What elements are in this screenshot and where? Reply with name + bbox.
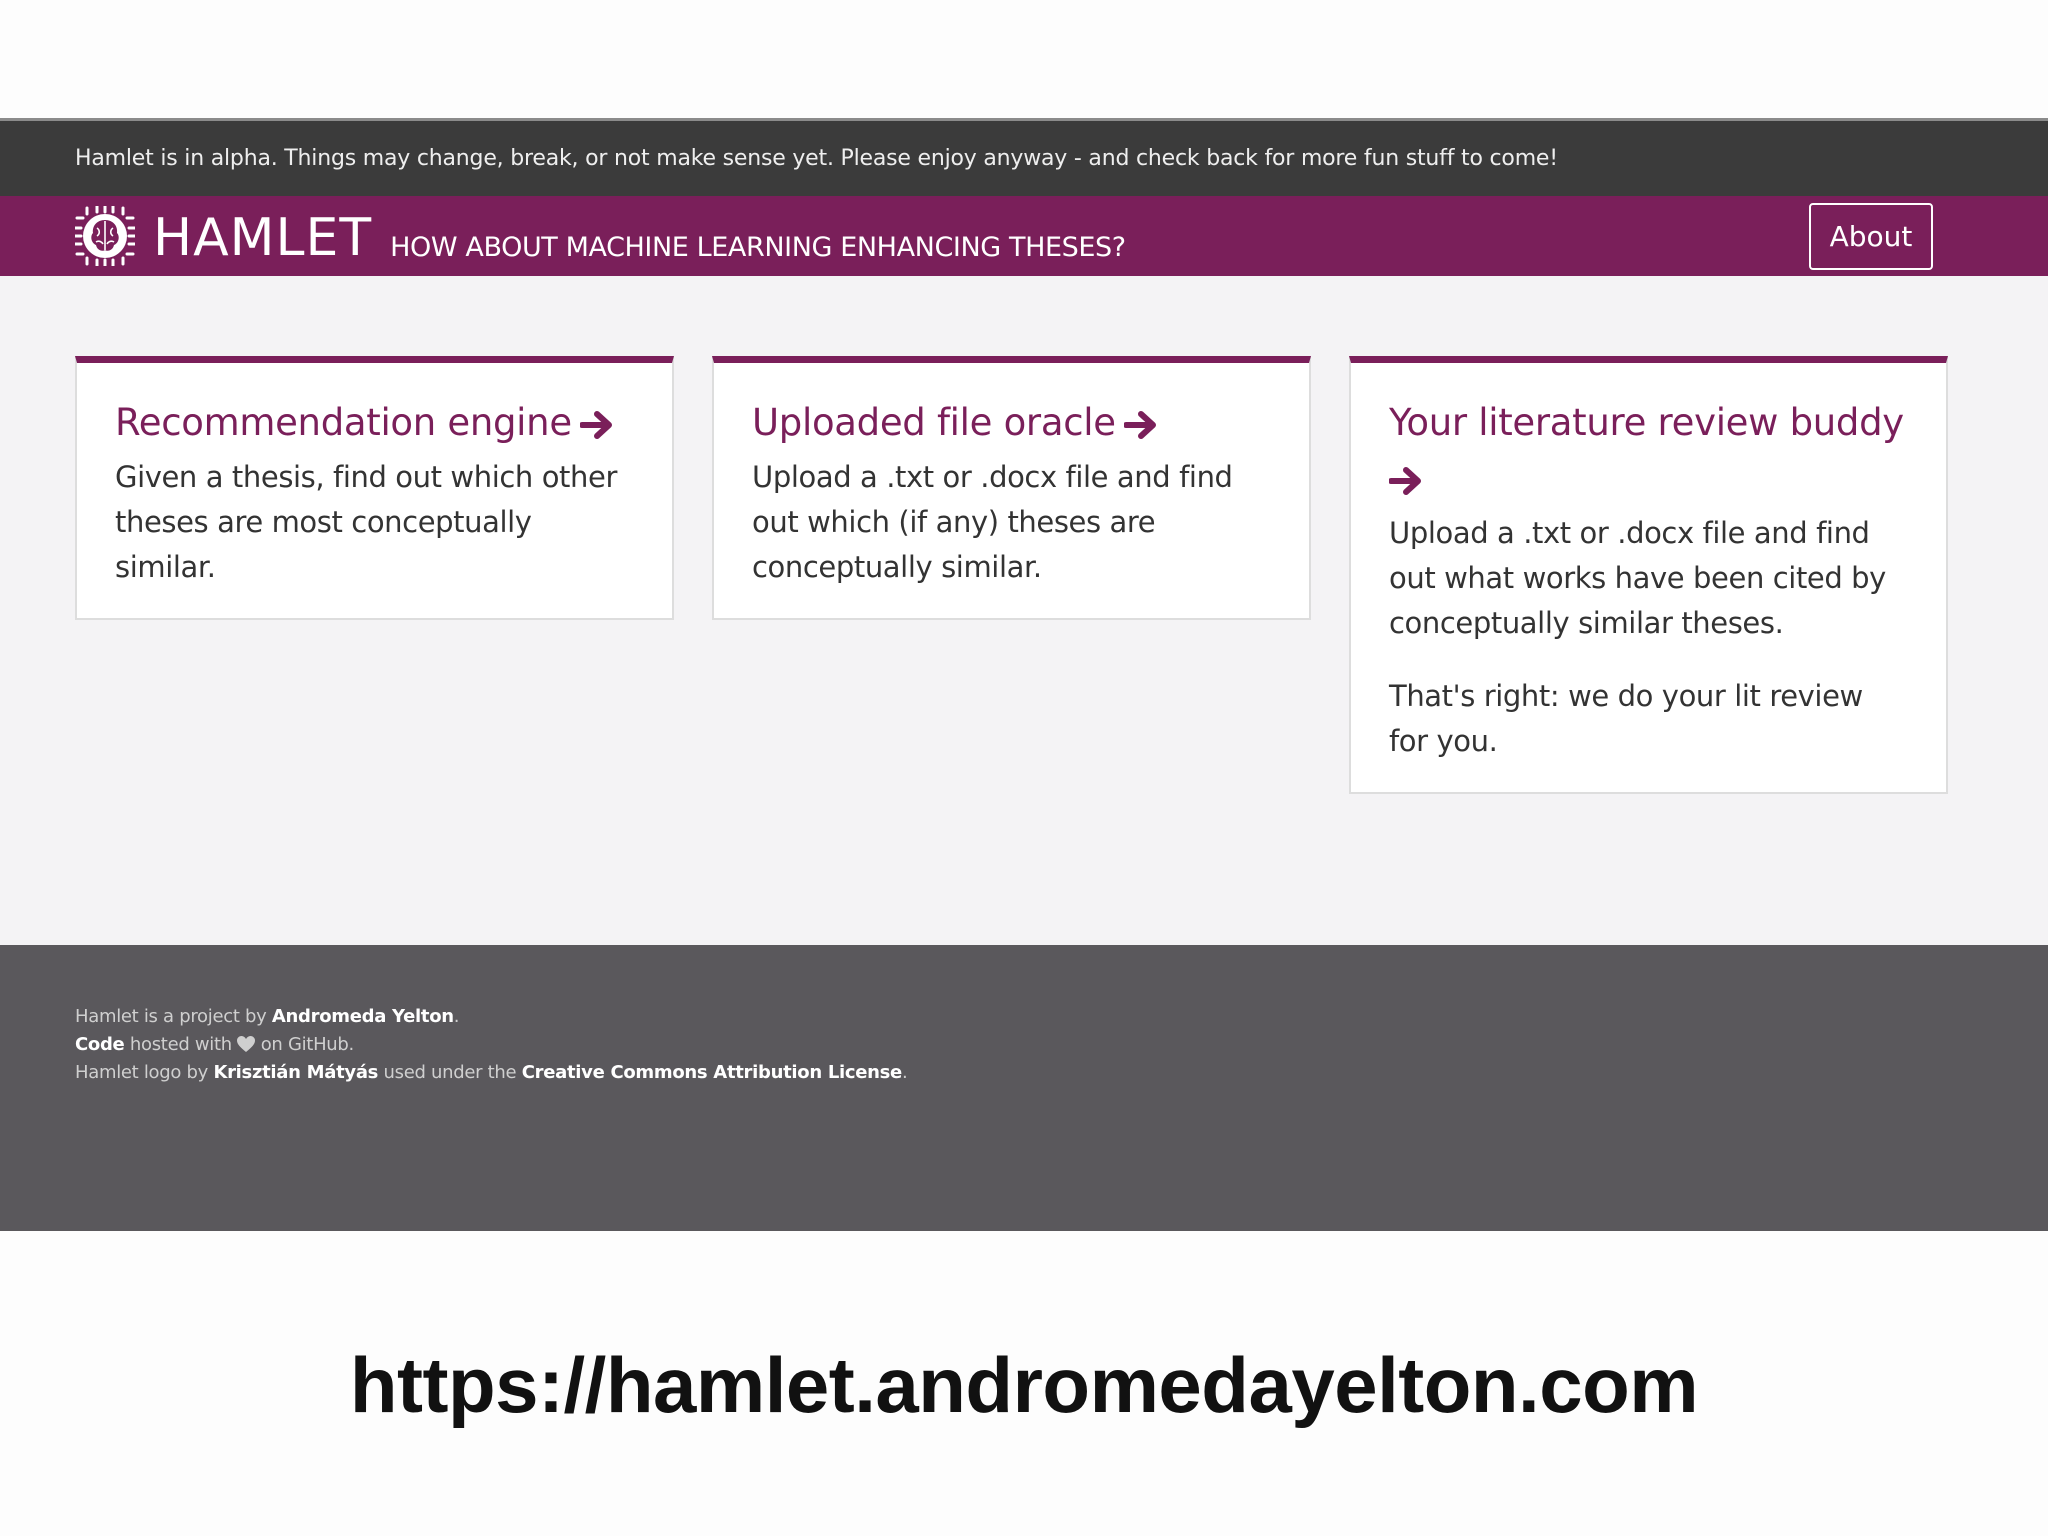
footer-code-line: Code hosted with on GitHub.	[75, 1034, 354, 1055]
footer-logo-credit-line: Hamlet logo by Krisztián Mátyás used under the Creative Commons Attribution License.	[75, 1062, 908, 1083]
card-uploaded-file-oracle	[712, 356, 1311, 620]
about-button[interactable]: About	[1809, 203, 1933, 270]
card-description-extra: That's right: we do your lit review for you.	[1389, 679, 1863, 758]
brand-link[interactable]	[75, 208, 1126, 268]
alpha-notice-text: Hamlet is in alpha. Things may change, break, or not make sense yet. Please enjoy anyway - and check back for more fun stuff to come!	[75, 146, 1558, 171]
card-recommendation-engine	[75, 356, 674, 620]
alpha-notice-bar	[0, 121, 2048, 196]
heart-icon	[237, 1036, 255, 1053]
logo-artist-link[interactable]: Krisztián Mátyás	[213, 1062, 379, 1083]
card-title-text[interactable]: Recommendation engine	[115, 401, 572, 444]
footer-credit-line: Hamlet is a project by Andromeda Yelton.	[75, 1006, 460, 1027]
card-title-link[interactable]	[752, 395, 1273, 451]
card-description: Upload a .txt or .docx file and find out which (if any) theses are conceptually similar.	[752, 460, 1233, 584]
arrow-right-icon	[1389, 466, 1423, 496]
card-title-text[interactable]: Your literature review buddy	[1389, 401, 1904, 444]
arrow-right-icon	[580, 410, 614, 440]
card-description: Given a thesis, find out which other theses are most conceptually similar.	[115, 460, 617, 584]
url-caption: https://hamlet.andromedayelton.com	[349, 1341, 1699, 1429]
card-description: Upload a .txt or .docx file and find out what works have been cited by conceptually similar theses.	[1389, 516, 1886, 640]
card-title-text[interactable]: Uploaded file oracle	[752, 401, 1116, 444]
card-literature-review-buddy	[1349, 356, 1948, 794]
navbar	[0, 196, 2048, 276]
tagline: HOW ABOUT MACHINE LEARNING ENHANCING THESES?	[390, 232, 1126, 263]
arrow-right-icon	[1124, 410, 1158, 440]
author-link[interactable]: Andromeda Yelton	[271, 1006, 454, 1027]
circuit-brain-icon	[75, 206, 135, 266]
brand-name[interactable]: HAMLET	[153, 208, 373, 268]
footer	[0, 945, 2048, 1231]
card-title-link[interactable]	[1389, 395, 1910, 507]
website-screenshot	[0, 118, 2048, 1228]
card-title-link[interactable]	[115, 395, 636, 451]
code-link[interactable]: Code	[75, 1034, 125, 1055]
license-link[interactable]: Creative Commons Attribution License	[521, 1062, 902, 1083]
